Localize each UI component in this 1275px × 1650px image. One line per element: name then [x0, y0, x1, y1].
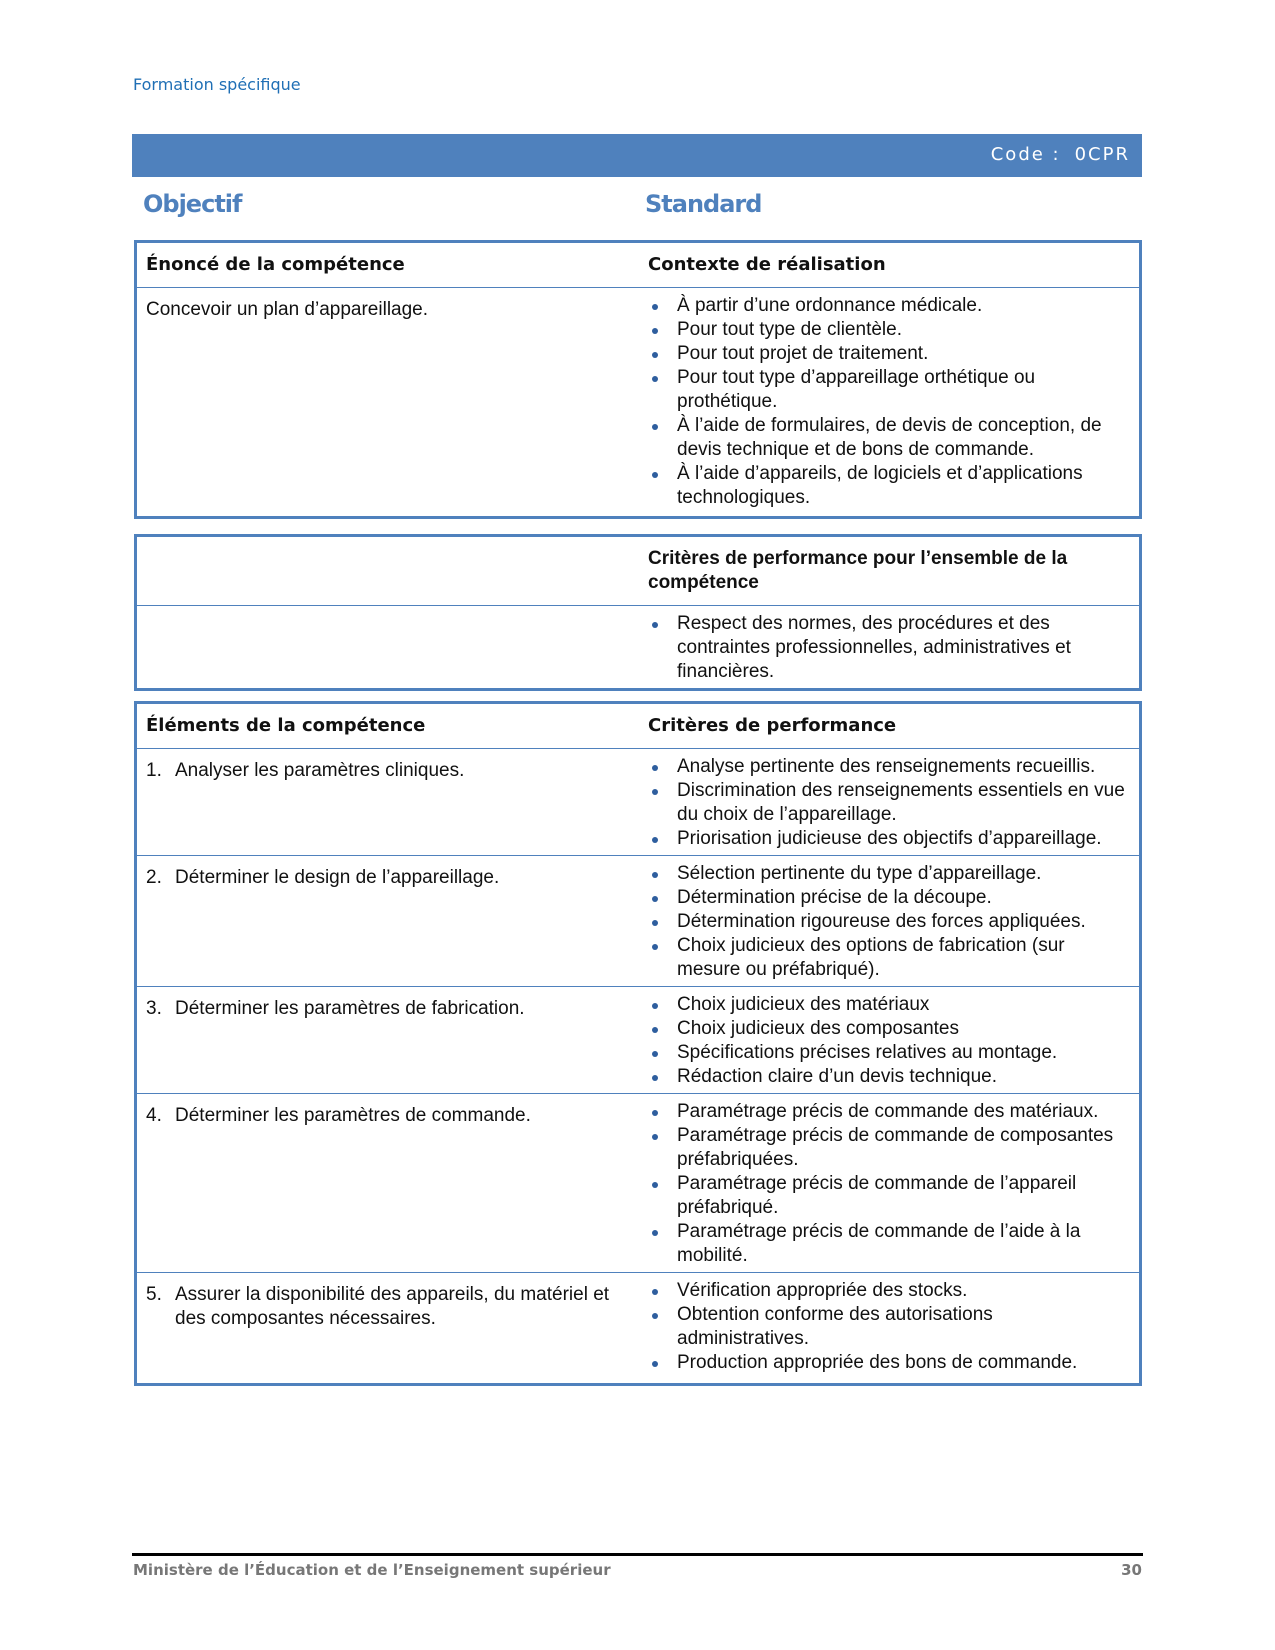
context-item: À l’aide de formulaires, de devis de conception, de devis technique et de bons de commande.: [648, 414, 1130, 462]
empty-cell: [136, 606, 640, 690]
objectif-heading: Objectif: [143, 190, 242, 218]
elements-table: [134, 701, 1142, 1386]
footer-publisher: Ministère de l’Éducation et de l’Enseignement supérieur: [133, 1561, 611, 1579]
criteria-list: [648, 1279, 1130, 1375]
context-list: [648, 294, 1130, 510]
criterion-item: Vérification appropriée des stocks.: [648, 1279, 1130, 1303]
competency-statement: Concevoir un plan d’appareillage.: [136, 288, 640, 518]
running-header: Formation spécifique: [133, 75, 301, 94]
competency-code: [991, 144, 1130, 165]
global-criteria-table: [134, 534, 1142, 691]
criterion-item: Choix judicieux des options de fabrication (sur mesure ou préfabriqué).: [648, 934, 1130, 982]
criterion-item: Priorisation judicieuse des objectifs d’appareillage.: [648, 827, 1130, 851]
context-header: Contexte de réalisation: [639, 242, 1141, 288]
criteria-list: [648, 1100, 1130, 1268]
footer-rule: [132, 1553, 1143, 1556]
code-band: [132, 134, 1142, 177]
competency-statement-table: [134, 240, 1142, 519]
standard-heading: Standard: [645, 190, 762, 218]
criterion-item: Paramétrage précis de commande de l’appareil préfabriqué.: [648, 1172, 1130, 1220]
criterion-item: Spécifications précises relatives au montage.: [648, 1041, 1130, 1065]
element-text: Déterminer le design de l’appareillage.: [175, 867, 500, 888]
criterion-item: Sélection pertinente du type d’appareillage.: [648, 862, 1130, 886]
criteria-list: [648, 755, 1130, 851]
code-value: 0CPR: [1074, 144, 1130, 165]
criterion-item: Production appropriée des bons de commande.: [648, 1351, 1130, 1375]
element-text: Déterminer les paramètres de fabrication.: [175, 998, 525, 1019]
context-item: Pour tout type d’appareillage orthétique ou prothétique.: [648, 366, 1130, 414]
element-number: 1.: [146, 760, 162, 781]
element-number: 3.: [146, 998, 162, 1019]
context-item: Pour tout projet de traitement.: [648, 342, 1130, 366]
element-number: 5.: [146, 1284, 162, 1305]
criterion-item: Paramétrage précis de commande des matériaux.: [648, 1100, 1130, 1124]
context-item: À partir d’une ordonnance médicale.: [648, 294, 1130, 318]
element-row: [136, 856, 1141, 987]
element-row: [136, 1273, 1141, 1385]
element-row: [136, 1094, 1141, 1273]
element-text: Déterminer les paramètres de commande.: [175, 1105, 531, 1126]
criterion-item: Choix judicieux des matériaux: [648, 993, 1130, 1017]
criteria-list: [648, 862, 1130, 982]
context-item: Pour tout type de clientèle.: [648, 318, 1130, 342]
criterion-item: Choix judicieux des composantes: [648, 1017, 1130, 1041]
element-number: 2.: [146, 867, 162, 888]
element-number: 4.: [146, 1105, 162, 1126]
element-text: Analyser les paramètres cliniques.: [175, 760, 465, 781]
criterion-item: Obtention conforme des autorisations administratives.: [648, 1303, 1130, 1351]
context-item: À l’aide d’appareils, de logiciels et d’applications technologiques.: [648, 462, 1130, 510]
statement-header: Énoncé de la compétence: [136, 242, 640, 288]
criterion-item: Détermination rigoureuse des forces appliquées.: [648, 910, 1130, 934]
criterion-item: Paramétrage précis de commande de l’aide à la mobilité.: [648, 1220, 1130, 1268]
global-criteria-header: Critères de performance pour l’ensemble de la compétence: [639, 536, 1141, 606]
element-text: Assurer la disponibilité des appareils, du matériel et des composantes nécessaires.: [175, 1284, 610, 1329]
criterion-item: Discrimination des renseignements essentiels en vue du choix de l’appareillage.: [648, 779, 1130, 827]
criterion-item: Analyse pertinente des renseignements recueillis.: [648, 755, 1130, 779]
criterion-item: Rédaction claire d’un devis technique.: [648, 1065, 1130, 1089]
element-row: [136, 749, 1141, 856]
page-number: 30: [1121, 1561, 1142, 1579]
criterion-item: Respect des normes, des procédures et des contraintes professionnelles, administratives et financières.: [648, 612, 1130, 684]
code-label: Code :: [990, 144, 1061, 165]
elements-header: Éléments de la compétence: [136, 703, 640, 749]
criteria-list: [648, 993, 1130, 1089]
criterion-item: Paramétrage précis de commande de composantes préfabriquées.: [648, 1124, 1130, 1172]
empty-cell: [136, 536, 640, 606]
criteria-header: Critères de performance: [639, 703, 1141, 749]
element-row: [136, 987, 1141, 1094]
criterion-item: Détermination précise de la découpe.: [648, 886, 1130, 910]
global-criteria-list: [648, 612, 1130, 684]
